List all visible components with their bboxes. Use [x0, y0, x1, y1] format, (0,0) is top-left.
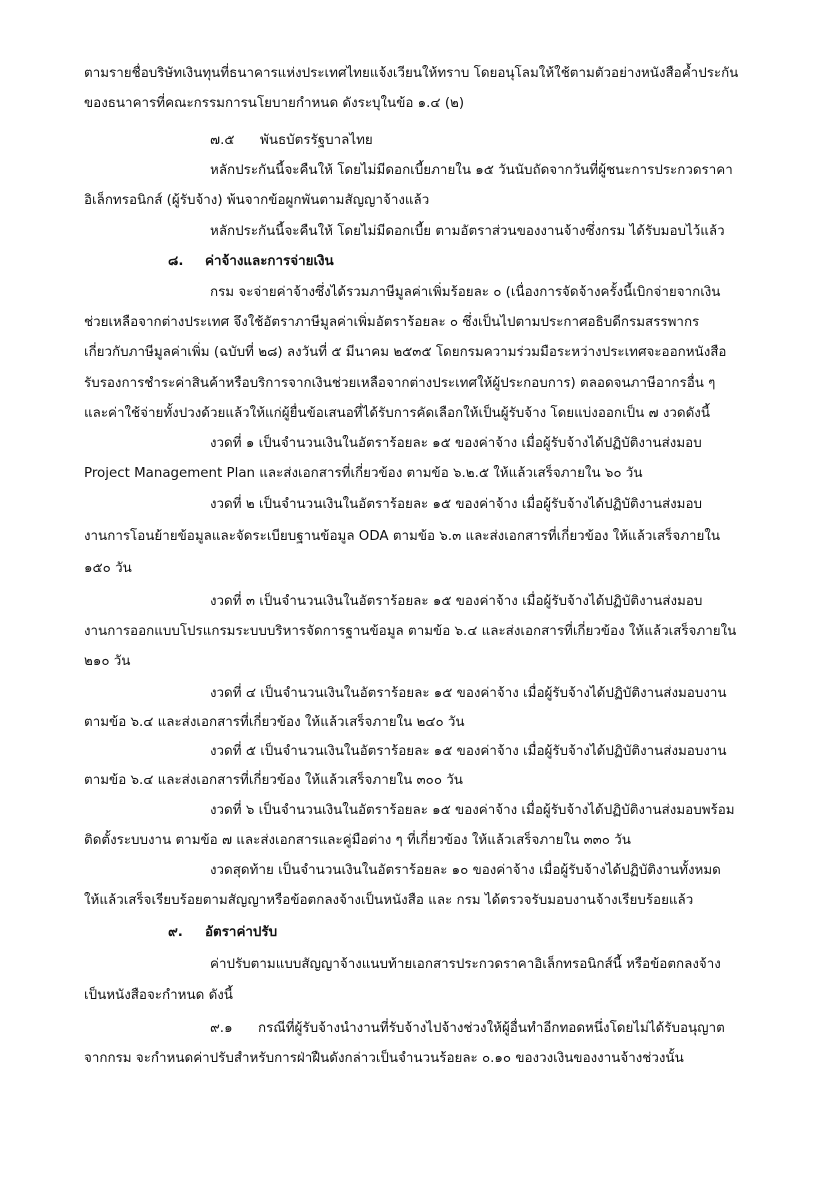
text-line: ค่าปรับตามแบบสัญญาจ้างแนบท้ายเอกสารประกวดราคาอิเล็กทรอนิกส์นี้ หรือข้อตกลงจ้าง [210, 957, 721, 972]
text-line: เกี่ยวกับภาษีมูลค่าเพิ่ม (ฉบับที่ ๒๘) ลงวันที่ ๕ มีนาคม ๒๕๓๕ โดยกรมความร่วมมือระหว่างประเทศจะออกหนังสือ [84, 345, 727, 360]
text-line: ๑๕๐ วัน [84, 561, 132, 576]
installment-1: งวดที่ ๑ เป็นจำนวนเงินในอัตราร้อยละ ๑๕ ของค่าจ้าง เมื่อผู้รับจ้างได้ปฏิบัติงานส่งมอบ [210, 436, 702, 451]
text-line: ของธนาคารที่คณะกรรมการนโยบายกำหนด ดังระบุในข้อ ๑.๔ (๒) [84, 96, 465, 111]
text-line: รับรองการชำระค่าสินค้าหรือบริการจากเงินช่วยเหลือจากต่างประเทศให้ผู้ประกอบการ) ตลอดจนภาษีอากรอื่น ๆ [84, 376, 716, 391]
installment-3: งวดที่ ๓ เป็นจำนวนเงินในอัตราร้อยละ ๑๕ ของค่าจ้าง เมื่อผู้รับจ้างได้ปฏิบัติงานส่งมอบ [210, 594, 703, 609]
installment-2: งวดที่ ๒ เป็นจำนวนเงินในอัตราร้อยละ ๑๕ ของค่าจ้าง เมื่อผู้รับจ้างได้ปฏิบัติงานส่งมอบ [210, 497, 703, 512]
text-line: ติดตั้งระบบงาน ตามข้อ ๗ และส่งเอกสารและคู่มือต่าง ๆ ที่เกี่ยวข้อง ให้แล้วเสร็จภายใน ๓๓๐ วัน [84, 833, 631, 848]
text-line: หลักประกันนี้จะคืนให้ โดยไม่มีดอกเบี้ย ตามอัตราส่วนของงานจ้างซึ่งกรม ได้รับมอบไว้แล้ว [210, 224, 725, 239]
text-line: ตามข้อ ๖.๔ และส่งเอกสารที่เกี่ยวข้อง ให้แล้วเสร็จภายใน ๒๔๐ วัน [84, 715, 465, 730]
text-line: กรม จะจ่ายค่าจ้างซึ่งได้รวมภาษีมูลค่าเพิ่มร้อยละ ๐ (เนื่องการจัดจ้างครั้งนี้เบิกจ่ายจากเงิน [210, 285, 721, 300]
text-line: ๒๑๐ วัน [84, 654, 131, 669]
text-line: จากกรม จะกำหนดค่าปรับสำหรับการฝ่าฝืนดังกล่าวเป็นจำนวนร้อยละ ๐.๑๐ ของวงเงินของงานจ้างช่วงนั้น [84, 1051, 684, 1066]
text-line: งานการออกแบบโปรแกรมระบบบริหารจัดการฐานข้อมูล ตามข้อ ๖.๔ และส่งเอกสารที่เกี่ยวข้อง ให้แล้วเสร็จภายใน [84, 624, 737, 639]
text-line: หลักประกันนี้จะคืนให้ โดยไม่มีดอกเบี้ยภายใน ๑๕ วันนับถัดจากวันที่ผู้ชนะการประกวดราคา [210, 163, 733, 178]
text-line: และค่าใช้จ่ายทั้งปวงด้วยแล้วให้แก่ผู้ยื่นข้อเสนอที่ได้รับการคัดเลือกให้เป็นผู้รับจ้าง โดยแบ่งออกเป็น ๗ งวดดังนี้ [84, 406, 710, 421]
section-8-number: ๘. [168, 254, 184, 269]
text-line: ตามข้อ ๖.๔ และส่งเอกสารที่เกี่ยวข้อง ให้แล้วเสร็จภายใน ๓๐๐ วัน [84, 773, 463, 788]
item-9-1-number: ๙.๑ [210, 1021, 233, 1036]
section-9-number: ๙. [168, 925, 183, 940]
text-line: ตามรายชื่อบริษัทเงินทุนที่ธนาคารแห่งประเทศไทยแจ้งเวียนให้ทราบ โดยอนุโลมให้ใช้ตามตัวอย่างหนังสือค้ำประกัน [84, 66, 739, 81]
section-9-title: อัตราค่าปรับ [205, 925, 278, 940]
text-line: ช่วยเหลือจากต่างประเทศ จึงใช้อัตราภาษีมูลค่าเพิ่มอัตราร้อยละ ๐ ซึ่งเป็นไปตามประกาศอธิบดีกรมสรรพากร [84, 315, 700, 330]
text-line: เป็นหนังสือจะกำหนด ดังนี้ [84, 988, 233, 1003]
text-line: Project Management Plan และส่งเอกสารที่เกี่ยวข้อง ตามข้อ ๖.๒.๕ ให้แล้วเสร็จภายใน ๖๐ วัน [84, 466, 643, 481]
text-line: งานการโอนย้ายข้อมูลและจัดระเบียบฐานข้อมูล ODA ตามข้อ ๖.๓ และส่งเอกสารที่เกี่ยวข้อง ให้แล้วเสร็จภายใน [84, 529, 721, 544]
installment-6: งวดที่ ๖ เป็นจำนวนเงินในอัตราร้อยละ ๑๕ ของค่าจ้าง เมื่อผู้รับจ้างได้ปฏิบัติงานส่งมอบพร้อม [210, 803, 735, 818]
installment-4: งวดที่ ๔ เป็นจำนวนเงินในอัตราร้อยละ ๑๕ ของค่าจ้าง เมื่อผู้รับจ้างได้ปฏิบัติงานส่งมอบงาน [210, 686, 727, 701]
installment-5: งวดที่ ๕ เป็นจำนวนเงินในอัตราร้อยละ ๑๕ ของค่าจ้าง เมื่อผู้รับจ้างได้ปฏิบัติงานส่งมอบงาน [210, 744, 727, 759]
item-7-5-number: ๗.๕ [210, 133, 235, 148]
item-7-5-text: พันธบัตรรัฐบาลไทย [260, 133, 373, 148]
text-line: ให้แล้วเสร็จเรียบร้อยตามสัญญาหรือข้อตกลงจ้างเป็นหนังสือ และ กรม ได้ตรวจรับมอบงานจ้างเรียบร้อยแล้ว [84, 893, 694, 908]
item-9-1-text: กรณีที่ผู้รับจ้างนำงานที่รับจ้างไปจ้างช่วงให้ผู้อื่นทำอีกทอดหนึ่งโดยไม่ได้รับอนุญาต [258, 1021, 725, 1036]
installment-final: งวดสุดท้าย เป็นจำนวนเงินในอัตราร้อยละ ๑๐ ของค่าจ้าง เมื่อผู้รับจ้างได้ปฏิบัติงานทั้งหมด [210, 863, 721, 878]
text-line: อิเล็กทรอนิกส์ (ผู้รับจ้าง) พ้นจากข้อผูกพันตามสัญญาจ้างแล้ว [84, 193, 430, 208]
section-8-title: ค่าจ้างและการจ่ายเงิน [205, 254, 334, 269]
